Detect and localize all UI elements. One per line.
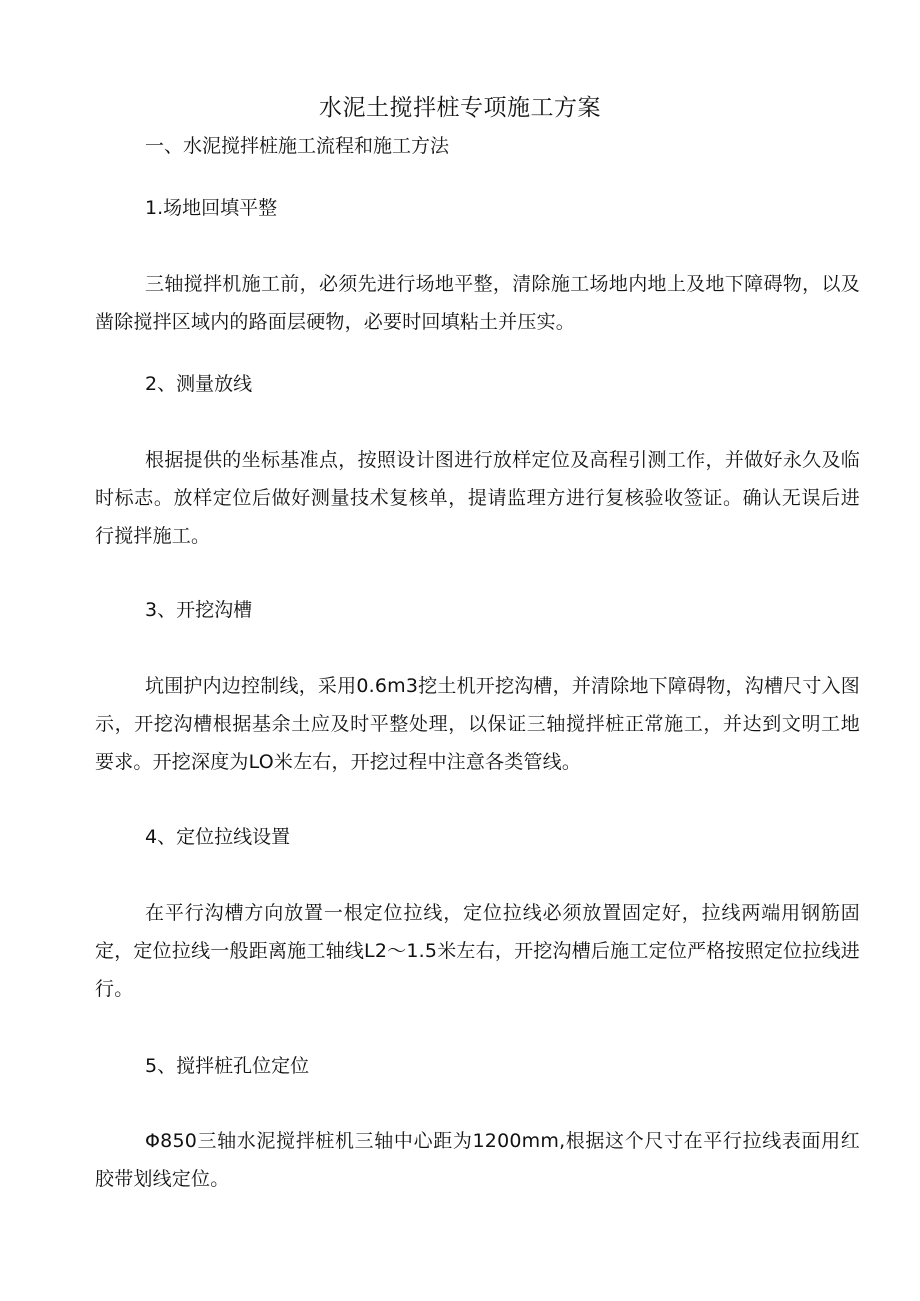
subsection-body-2: 根据提供的坐标基准点，按照设计图进行放样定位及高程引测工作，并做好永久及临时标志。放样定位后做好测量技术复核单，提请监理方进行复核验收签证。确认无误后进行搅拌施工。 (95, 449, 860, 547)
subsection-body-3: 坑围护内边控制线，采用0.6m3挖土机开挖沟槽，并清除地下障碍物，沟槽尺寸入图示，开挖沟槽根据基余土应及时平整处理，以保证三轴搅拌桩正常施工，并达到文明工地要求。开挖深度为LO米左右，开挖过程中注意各类管线。 (95, 675, 860, 773)
subsection-heading-4: 4、定位拉线设置 (145, 826, 291, 848)
subsection-heading-1: 1.场地回填平整 (145, 197, 278, 219)
section-heading: 一、水泥搅拌桩施工流程和施工方法 (145, 135, 450, 157)
subsection-body-1: 三轴搅拌机施工前，必须先进行场地平整，清除施工场地内地上及地下障碍物，以及凿除搅拌区域内的路面层硬物，必要时回填粘土并压实。 (95, 273, 860, 333)
subsection-body-5: Φ850三轴水泥搅拌桩机三轴中心距为1200mm,根据这个尺寸在平行拉线表面用红胶带划线定位。 (95, 1130, 860, 1190)
subsection-body-4: 在平行沟槽方向放置一根定位拉线，定位拉线必须放置固定好，拉线两端用钢筋固定，定位拉线一般距离施工轴线L2～1.5米左右，开挖沟槽后施工定位严格按照定位拉线进行。 (95, 902, 860, 1000)
subsection-heading-2: 2、测量放线 (145, 373, 253, 395)
document-title: 水泥土搅拌桩专项施工方案 (319, 95, 601, 121)
subsection-heading-3: 3、开挖沟槽 (145, 599, 253, 621)
subsection-heading-5: 5、搅拌桩孔位定位 (145, 1055, 310, 1077)
